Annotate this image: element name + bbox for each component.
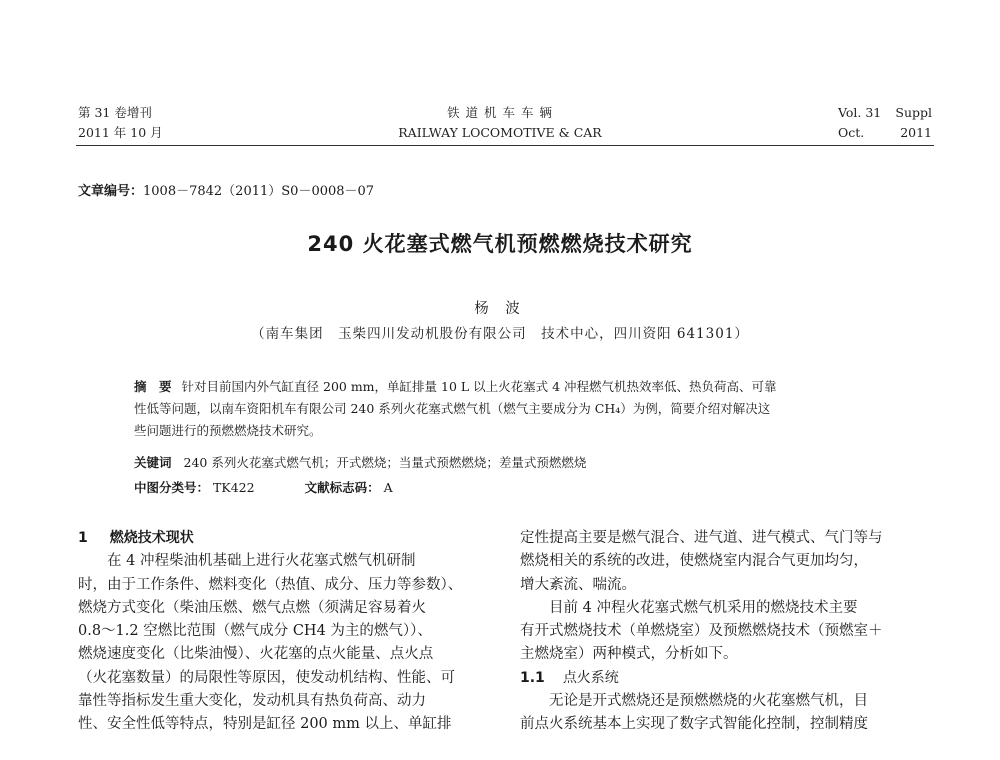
section-number: 1 [78,530,88,546]
body-line: 性、安全性低等特点，特别是缸径 200 mm 以上、单缸排 [78,716,452,733]
classification [134,478,393,496]
article-number-value: 1008－7842（2011）S0－0008－07 [143,184,375,199]
body-line: 燃烧方式变化（柴油压燃、燃气点燃（须满足容易着火 [78,599,426,616]
date-cn: 2011 年 10 月 [78,125,163,140]
body-left-column [78,527,492,737]
body-line: 有开式燃烧技术（单燃烧室）及预燃燃烧技术（预燃室＋ [520,623,883,640]
keywords [134,453,586,471]
volume-cn: 第 31 卷增刊 [78,105,152,120]
body-right-column [520,527,938,737]
body-line: 燃烧相关的系统的改进，使燃烧室内混合气更加均匀， [520,553,868,570]
suppl-en: Suppl [895,105,932,120]
body-line: 燃烧速度变化（比柴油慢）、火花塞的点火能量、点火点 [78,646,434,663]
body-line: 时，由于工作条件、燃料变化（热值、成分、压力等参数）、 [78,576,463,593]
body-line: 增大紊流、喘流。 [520,576,636,593]
abstract-line: 性低等问题，以南车资阳机车有限公司 240 系列火花塞式燃气机（燃气主要成分为 CH₄）为例，简要介绍对解决这 [134,401,771,416]
clc-value: TK422 [213,480,255,495]
body-line: 在 4 冲程柴油机基础上进行火花塞式燃气机研制 [107,553,416,570]
abstract-label: 摘 要 [134,379,172,394]
body-line: 无论是开式燃烧还是预燃燃烧的火花塞燃气机，目 [549,693,868,710]
journal-name-en: RAILWAY LOCOMOTIVE & CAR [398,125,602,140]
subsection-heading [520,667,938,690]
journal-name-cn: 铁 道 机 车 车 辆 [447,105,553,120]
doc-code-label: 文献标志码： [304,480,380,495]
clc-label: 中图分类号： [134,480,210,495]
abstract-line: 些问题进行的预燃燃烧技术研究。 [134,423,322,438]
keywords-label: 关键词 [134,455,172,470]
article-number-label: 文章编号： [78,184,144,199]
doc-code-value: A [383,480,393,495]
body-line: 定性提高主要是燃气混合、进气道、进气模式、气门等与 [520,530,883,546]
abstract [134,376,874,442]
affiliation: （南车集团 玉柴四川发动机股份有限公司 技术中心，四川资阳 641301） [251,326,749,342]
journal-issue-en [838,103,932,143]
body-line: 前点火系统基本上实现了数字式智能化控制，控制精度 [520,716,868,733]
body-line: （火花塞数量）的局限性等原因，使发动机结构、性能、可 [78,669,455,686]
header-rule [76,145,934,146]
section-title: 燃烧技术现状 [109,530,194,546]
abstract-line: 针对目前国内外气缸直径 200 mm，单缸排量 10 L 以上火花塞式 4 冲程燃气机热效率低、热负荷高、可靠 [181,379,777,394]
keywords-text: 240 系列火花塞式燃气机；开式燃烧；当量式预燃燃烧；差量式预燃燃烧 [183,455,587,470]
month-en: Oct. [838,125,865,140]
subsection-title: 点火系统 [562,669,619,686]
subsection-number: 1.1 [520,669,545,686]
body-line: 0.8～1.2 空燃比范围（燃气成分 CH4 为主的燃气））、 [78,623,432,640]
volume-en: Vol. 31 [838,105,882,120]
body-line: 主燃烧室）两种模式，分析如下。 [520,646,738,663]
year-en: 2011 [900,125,932,140]
paper-title: 240 火花塞式燃气机预燃燃烧技术研究 [307,232,693,256]
author: 杨 波 [474,301,526,317]
article-number [78,180,374,199]
body-line: 靠性等指标发生重大变化，发动机具有热负荷高、动力 [78,693,426,710]
section-heading [78,527,492,550]
body-line: 目前 4 冲程火花塞式燃气机采用的燃烧技术主要 [549,599,858,616]
